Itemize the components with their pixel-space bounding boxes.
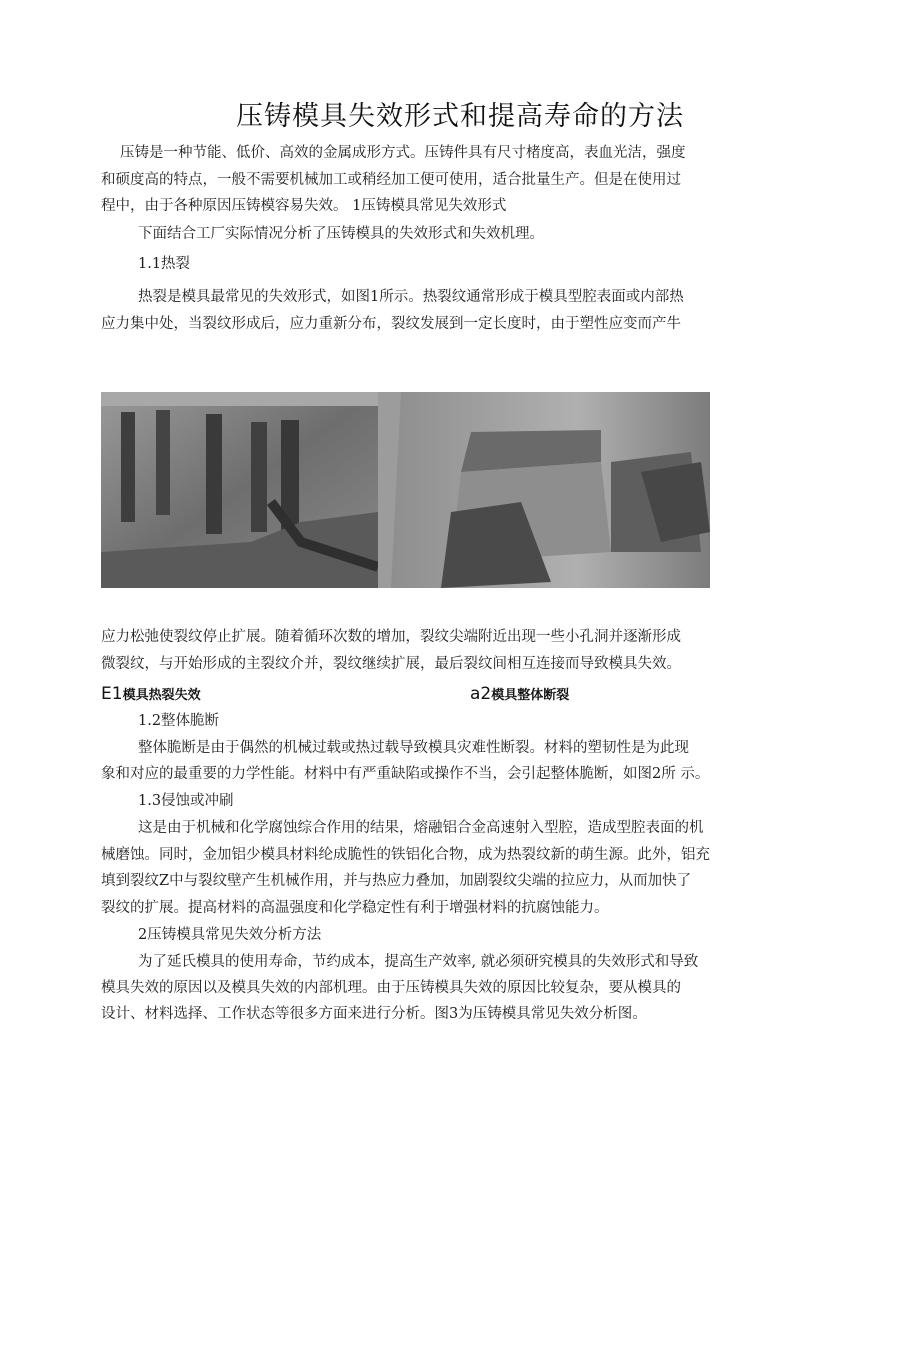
- figure-1-caption-prefix: E1: [101, 684, 123, 704]
- figure-1-caption-text: 模具热裂失效: [122, 688, 201, 703]
- heading-2: 2压铸模具常见失效分析方法: [138, 927, 322, 943]
- para-1-3-line-2: 械磨蚀。同时，金加铝少模具材料纶成脆性的铁铝化合物，成为热裂纹新的萌生源。此外，铝充: [101, 847, 710, 863]
- document-title: 压铸模具失效形式和提高寿命的方法: [236, 101, 684, 132]
- figure-2-caption: [470, 684, 569, 704]
- figure-photos: [101, 392, 710, 588]
- intro-line-1: 压铸是一种节能、低价、高效的金属成形方式。压铸件具有尺寸楮度高，表血光洁，强度: [120, 145, 686, 161]
- para-2-line-2: 模具失效的原因以及模具失效的内部机理。由于压铸模具失效的原因比较复杂，要从模具的: [101, 980, 681, 996]
- para-1-1-line-2: 应力集中处，当裂纹形成后，应力重新分布，裂纹发展到一定长度时，由于塑性应变而产牛: [101, 316, 681, 332]
- para-2-line-1: 为了延氏模具的使用寿命，节约成本，提高生产效率, 就必须研究模具的失效形式和导致: [138, 954, 699, 970]
- figure-2-photo: [378, 392, 710, 588]
- para-1-3-line-4: 裂纹的扩展。提高材料的高温强度和化学稳定性有利于增强材料的抗腐蚀能力。: [101, 900, 609, 916]
- figure-1-caption: [101, 684, 201, 704]
- para-1-3-line-3: 填到裂纹Z中与裂纹壁产生机械作用，并与热应力叠加，加剧裂纹尖端的拉应力，从而加快了: [101, 873, 692, 889]
- figure-2-caption-text: 模具整体断裂: [491, 688, 570, 703]
- heading-1-1: 1.1热裂: [138, 256, 191, 272]
- para-1-1-line-1: 热裂是模具最常见的失效形式，如图1所示。热裂纹通常形成于模具型腔表面或内部热: [138, 289, 684, 305]
- figure-1-photo: [101, 392, 378, 588]
- heading-1-2: 1.2整体脆断: [138, 713, 220, 729]
- intro2-line: 下面结合工厂实际情况分析了压铸模具的失效形式和失效机理。: [138, 226, 544, 242]
- para-1-2-line-2: 象和对应的最重要的力学性能。材料中有严重缺陷或操作不当，会引起整体脆断，如图2所 示。: [101, 766, 710, 782]
- para-1-1-cont-line-1: 应力松弛使裂纹停止扩展。随着循环次数的增加，裂纹尖端附近出现一些小孔洞并逐渐形成: [101, 629, 681, 645]
- figure-2-caption-prefix: a2: [470, 684, 492, 704]
- intro-line-3: 程中，由于各种原因压铸模容易失效。 1压铸模具常见失效形式: [101, 198, 507, 214]
- figure-photos-svg: [101, 392, 710, 588]
- intro-line-2: 和硕度高的特点，一般不需要机械加工或稍经加工便可使用，适合批量生产。但是在使用过: [101, 172, 681, 188]
- para-1-2-line-1: 整体脆断是由于偶然的机械过载或热过载导致模具灾难性断裂。材料的塑韧性是为此现: [138, 740, 689, 756]
- para-2-line-3: 设计、材料选择、工作状态等很多方面来进行分析。图3为压铸模具常见失效分析图。: [101, 1006, 647, 1022]
- heading-1-3: 1.3侵蚀或冲刷: [138, 793, 234, 809]
- para-1-3-line-1: 这是由于机械和化学腐蚀综合作用的结果，熔融铝合金高速射入型腔，造成型腔表面的机: [138, 820, 704, 836]
- para-1-1-cont-line-2: 微裂纹，与开始形成的主裂纹介并，裂纹继续扩展，最后裂纹间相互连接而导致模具失效。: [101, 656, 681, 672]
